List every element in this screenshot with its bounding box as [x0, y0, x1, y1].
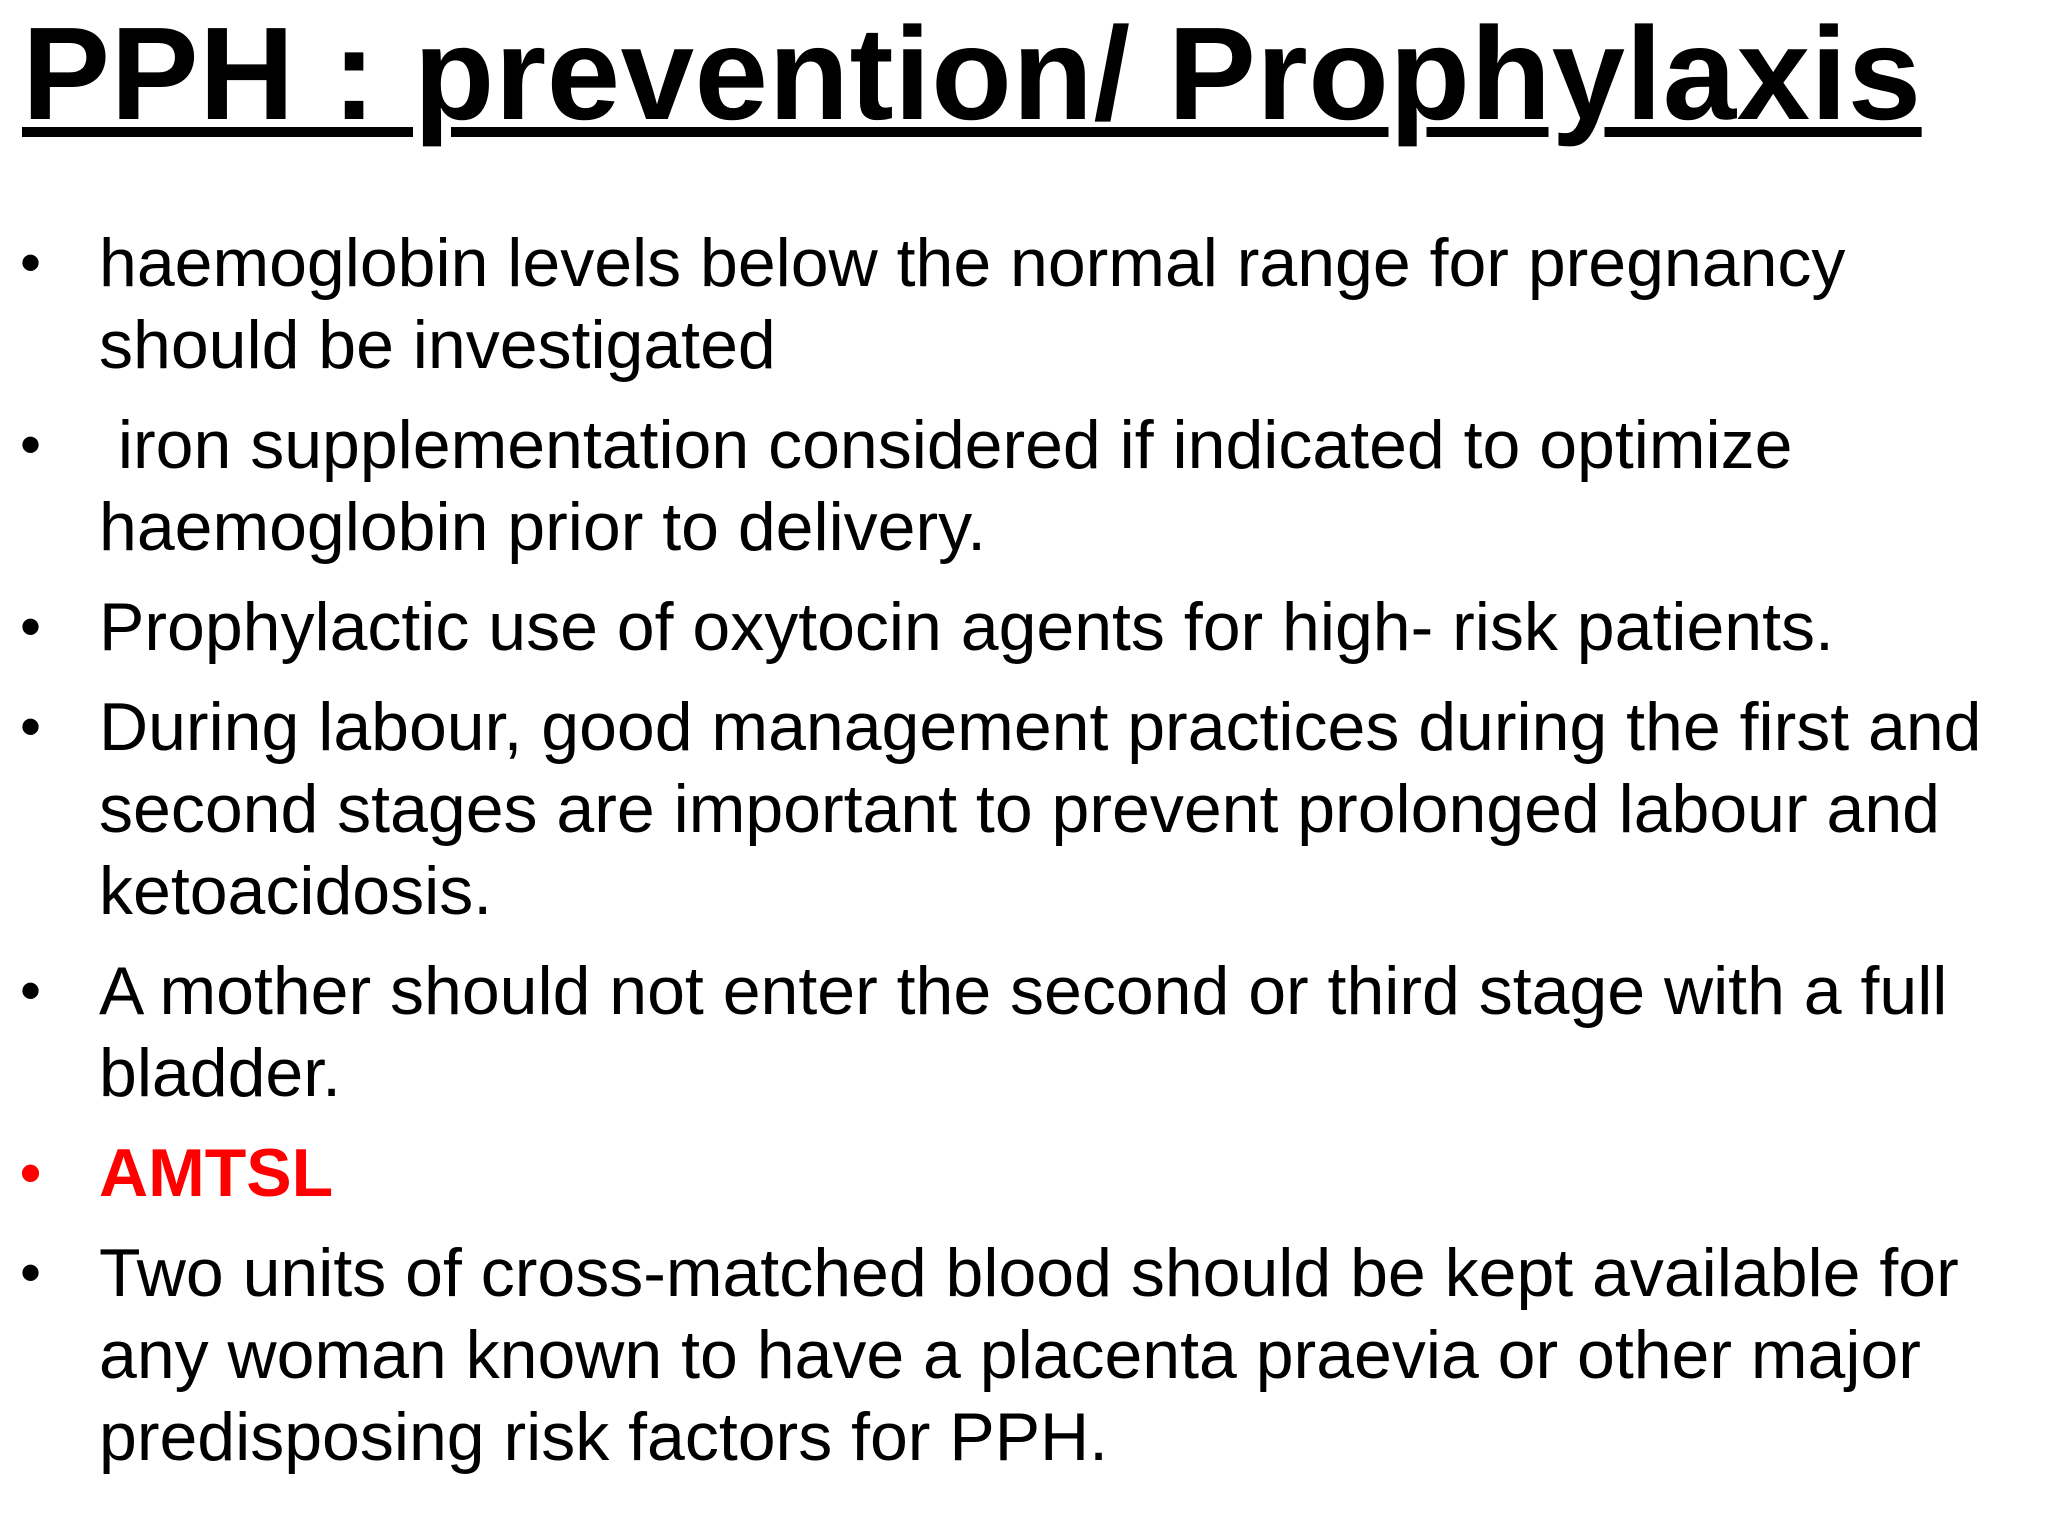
slide-title: PPH : prevention/ Prophylaxis: [22, 0, 1922, 147]
bullet-dot-icon: •: [20, 1239, 42, 1306]
bullet-text: During labour, good management practices during the first and second stages are important to prevent prolonged labour and ketoacidosis.: [99, 689, 1982, 929]
bullet-list: [0, 222, 2048, 1496]
bullet-dot-icon: •: [20, 693, 42, 760]
bullet-text: haemoglobin levels below the normal range for pregnancy should be investigated: [99, 225, 1846, 383]
bullet-item: [0, 586, 2048, 668]
bullet-dot-icon: •: [20, 593, 42, 660]
bullet-item: [0, 1232, 2048, 1478]
bullet-item: [0, 686, 2048, 932]
bullet-item: [0, 404, 2048, 568]
bullet-text-amtsl: AMTSL: [99, 1135, 334, 1211]
bullet-item: [0, 950, 2048, 1114]
bullet-dot-icon: •: [20, 1139, 42, 1206]
bullet-item-highlight: [0, 1132, 2048, 1214]
bullet-text: A mother should not enter the second or third stage with a full bladder.: [99, 953, 1948, 1111]
bullet-dot-icon: •: [20, 957, 42, 1024]
bullet-item: [0, 222, 2048, 386]
bullet-dot-icon: •: [20, 229, 42, 296]
bullet-text: Prophylactic use of oxytocin agents for high- risk patients.: [99, 589, 1834, 665]
bullet-dot-icon: •: [20, 411, 42, 478]
bullet-text: Two units of cross-matched blood should be kept available for any woman known to have a placenta praevia or other major predisposing risk factors for PPH.: [99, 1235, 1959, 1475]
bullet-text: iron supplementation considered if indicated to optimize haemoglobin prior to delivery.: [99, 407, 1812, 565]
